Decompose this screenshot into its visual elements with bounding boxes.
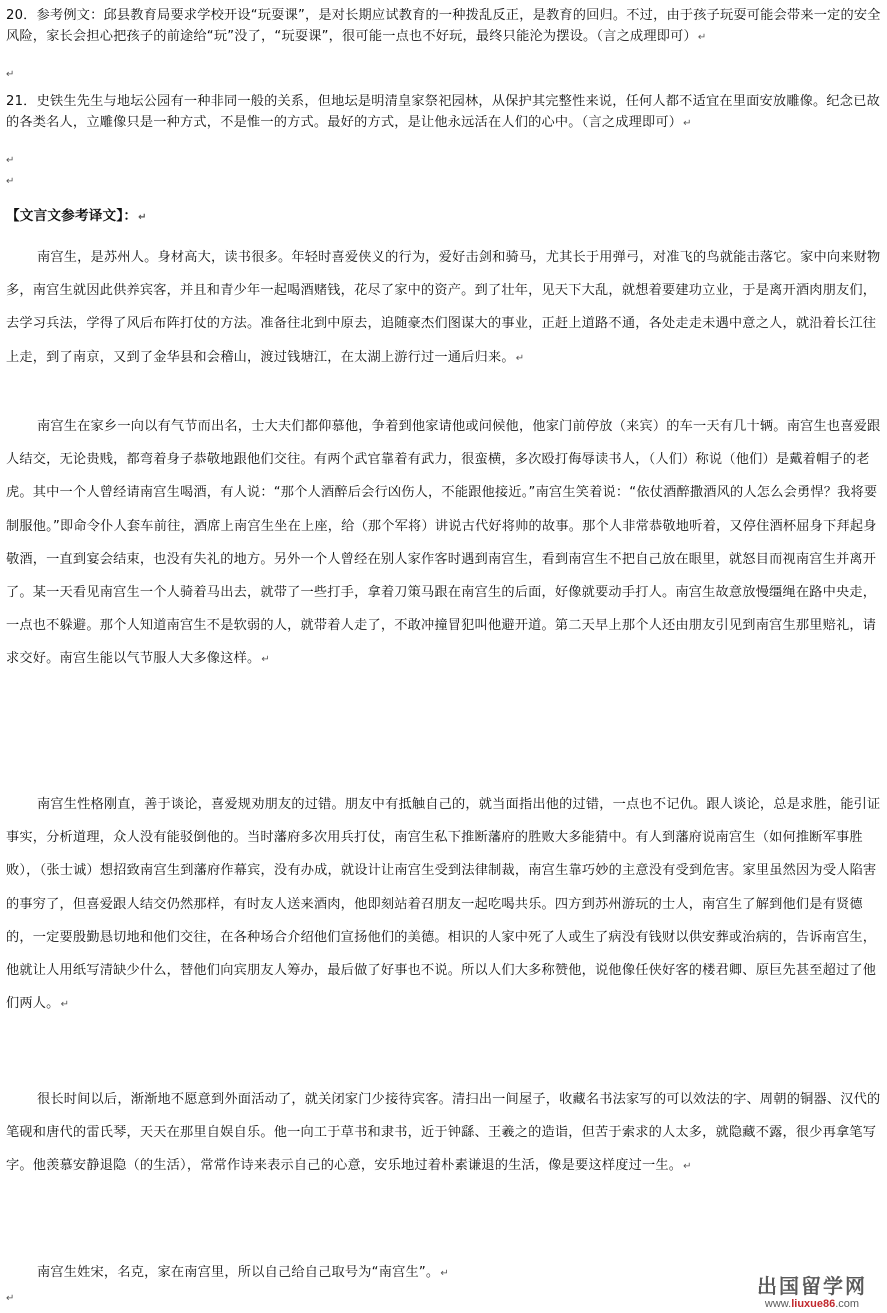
translation-paragraph-text: 南宫生姓宋，名克，家在南宫里，所以自己给自己取号为“南宫生”。 bbox=[37, 1265, 440, 1280]
paragraph-mark: ↵ bbox=[697, 31, 707, 43]
translation-paragraph bbox=[6, 241, 882, 409]
translation-heading-text: 【文言文参考译文】： bbox=[6, 208, 138, 224]
translation-paragraph-text: 很长时间以后，渐渐地不愿意到外面活动了，就关闭家门少接待宾客。清扫出一间屋子，收藏名书法家写的可以效法的字、周朝的铜器、汉代的笔砚和唐代的雷氏琴，天天在那里自娱自乐。他一向工于草书和隶书，近于钟繇、王羲之的造诣，但苦于索求的人太多，就隐藏不露，很少再拿笔写字。他羡慕安静退隐（的生活），常常作诗来表示自己的心意，安乐地过着朴素谦退的生活，像是要这样度过一生。 bbox=[6, 1092, 881, 1174]
watermark-url bbox=[742, 1298, 882, 1310]
translation-paragraph-text: 南宫生，是苏州人。身材高大，读书很多。年轻时喜爱侠义的行为，爱好击剑和骑马，尤其长于用弹弓，对准飞的鸟就能击落它。家中向来财物多，南宫生就因此供养宾客，并且和青少年一起喝酒赌钱，花尽了家中的资产。到了壮年，见天下大乱，就想着要建功立业，于是离开酒肉朋友们，去学习兵法，学得了风后布阵打仗的方法。准备往北到中原去，追随豪杰们图谋大的事业，正赶上道路不通，各处走走未遇中意之人，就沿着长江往上走，到了南京，又到了金华县和会稽山，渡过钱塘江，在太湖上游行过一通后归来。 bbox=[6, 250, 881, 365]
translation-paragraph-text: 南宫生在家乡一向以有气节而出名，士大夫们都仰慕他，争着到他家请他或问候他，他家门前停放（来宾）的车一天有几十辆。南宫生也喜爱跟人结交，无论贵贱，都弯着身子恭敬地跟他们交往。有两个武官靠着有武力，很蛮横，多次殴打侮辱读书人，（人们）称说（他们）是戴着帽子的老虎。其中一个人曾经请南宫生喝酒，有人说：“那个人酒醉后会行凶伤人，不能跟他接近。”南宫生笑着说：“依仗酒醉撒酒风的人怎么会勇悍？我将要制服他。”即命令仆人套车前往，酒席上南宫生坐在上座，给（那个军将）讲说古代好将帅的故事。那个人非常恭敬地听着，又停住酒杯屈身下拜起身敬酒，一直到宴会结束，也没有失礼的地方。另外一个人曾经在别人家作客时遇到南宫生，看到南宫生不把自己放在眼里，就怒目而视南宫生并离开了。某一天看见南宫生一个人骑着马出去，就带了一些打手，拿着刀策马跟在南宫生的后面，好像就要动手打人。南宫生故意放慢缰绳在路中央走，一点也不躲避。那个人知道南宫生不是软弱的人，就带着人走了，不敢冲撞冒犯叫他避开道。第二天早上那个人还由朋友引见到南宫生那里赔礼，请求交好。南宫生能以气节服人大多像这样。 bbox=[6, 419, 881, 667]
empty-paragraph-mark: ↵ bbox=[6, 155, 15, 166]
empty-paragraph-mark: ↵ bbox=[6, 176, 15, 187]
paragraph-mark: ↵ bbox=[683, 1161, 692, 1173]
answer-20 bbox=[6, 6, 882, 68]
answer-21 bbox=[6, 92, 882, 134]
paragraph-mark: ↵ bbox=[138, 212, 147, 223]
paragraph-mark: ↵ bbox=[683, 117, 692, 129]
site-watermark bbox=[742, 1274, 882, 1312]
empty-paragraph-mark: ↵ bbox=[6, 69, 15, 80]
translation-paragraph bbox=[6, 788, 882, 1078]
watermark-url-prefix: www. bbox=[764, 1298, 792, 1310]
empty-paragraph-mark: ↵ bbox=[6, 1293, 15, 1304]
translation-paragraph bbox=[6, 1083, 882, 1241]
paragraph-mark: ↵ bbox=[261, 654, 270, 666]
watermark-url-suffix: .com bbox=[835, 1298, 860, 1310]
watermark-site-name: 出国留学网 bbox=[757, 1274, 867, 1298]
answer-20-text: 20．参考例文：邱县教育局要求学校开设“玩耍课”，是对长期应试教育的一种拨乱反正，是教育的回归。不过，由于孩子玩耍可能会带来一定的安全风险，家长会担心把孩子的前途给“玩”没了，“玩耍课”，很可能一点也不好玩，最终只能沦为摆设。（言之成理即可） bbox=[6, 8, 881, 44]
paragraph-mark: ↵ bbox=[60, 999, 70, 1011]
paragraph-mark: ↵ bbox=[440, 1268, 449, 1279]
translation-heading bbox=[6, 205, 882, 227]
answer-21-text: 21．史铁生先生与地坛公园有一种非同一般的关系，但地坛是明清皇家祭祀园林，从保护其完整性来说，任何人都不适宜在里面安放雕像。纪念已故的各类名人，立雕像只是一种方式，不是惟一的方式。最好的方式，是让他永远活在人们的心中。（言之成理即可） bbox=[6, 94, 880, 130]
watermark-url-brand: liuxue86 bbox=[791, 1298, 836, 1310]
paragraph-mark: ↵ bbox=[515, 352, 525, 364]
translation-paragraph bbox=[6, 410, 882, 778]
translation-paragraph-text: 南宫生性格刚直，善于谈论，喜爱规劝朋友的过错。朋友中有抵触自己的，就当面指出他的过错，一点也不记仇。跟人谈论，总是求胜，能引证事实，分析道理，众人没有能驳倒他的。当时藩府多次用兵打仗，南宫生私下推断藩府的胜败大多能猜中。有人到藩府说南宫生（如何推断军事胜败），（张士诚）想招致南宫生到藩府作幕宾，没有办成，就设计让南宫生受到法律制裁，南宫生靠巧妙的主意没有受到危害。家里虽然因为受人陷害的事穷了，但喜爱跟人结交仍然那样，有时友人送来酒肉，他即刻站着召朋友一起吃喝共乐。四方到苏州游玩的士人，南宫生了解到他们是有贤德的，一定要殷勤恳切地和他们交往，在各种场合介绍他们宣扬他们的美德。相识的人家中死了人或生了病没有钱财以供安葬或治病的，告诉南宫生，他就让人用纸写清缺少什么，替他们向宾朋友人筹办，最后做了好事也不说。所以人们大多称赞他，说他像任侠好客的楼君卿、原巨先甚至超过了他们两人。 bbox=[6, 797, 881, 1012]
